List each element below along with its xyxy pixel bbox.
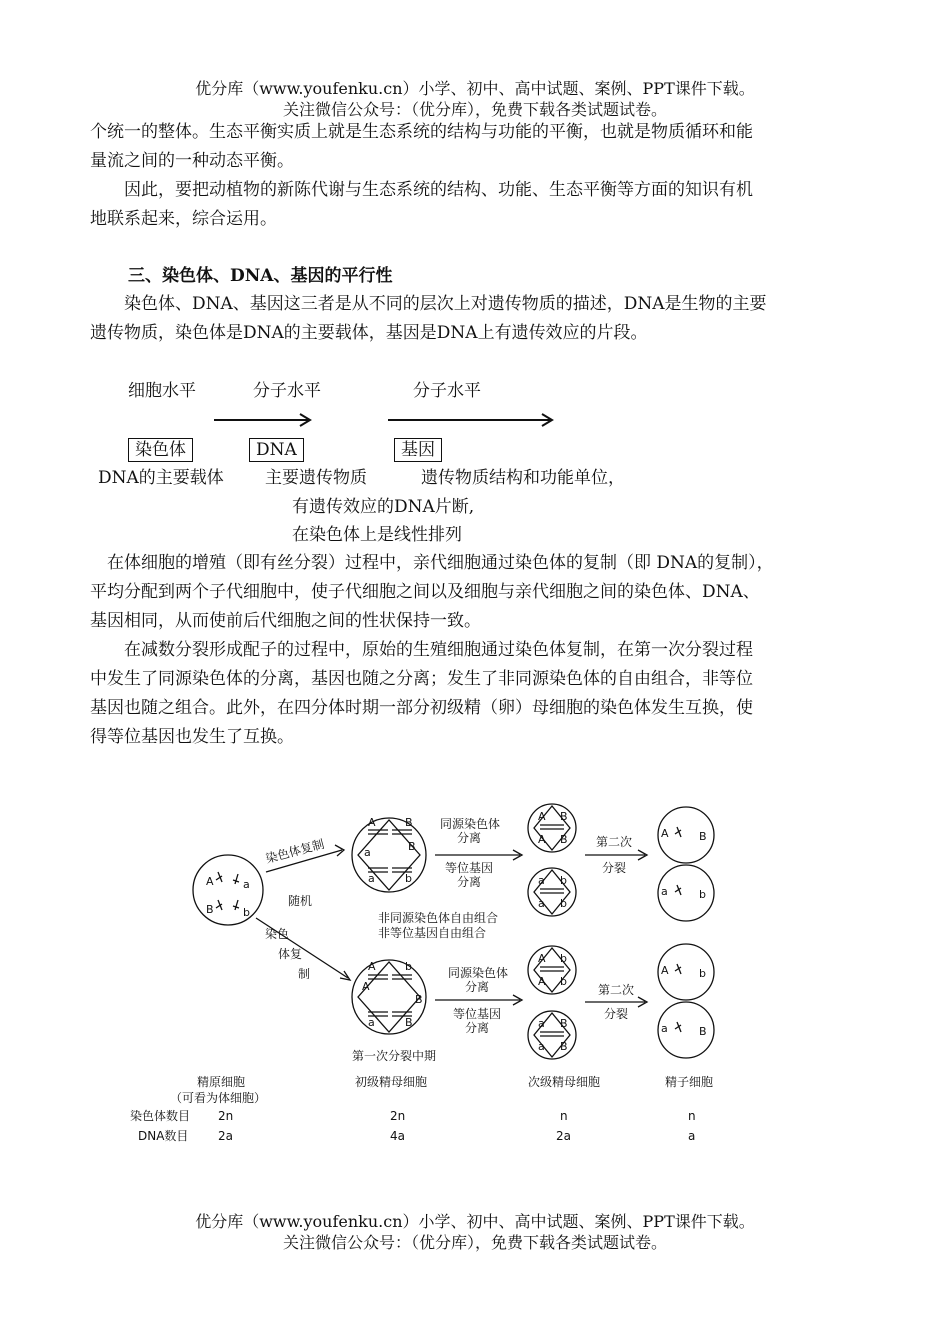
box-chromosome: 染色体 <box>128 438 193 462</box>
page-footer <box>0 1211 950 1253</box>
label-second-div-top-a: 第二次 <box>596 835 633 849</box>
text-line: 基因也随之组合。此外，在四分体时期一部分初级精（卵）母细胞的染色体发生互换，使 <box>90 698 753 718</box>
gene-label: a <box>661 885 668 898</box>
label-molecular-level-2: 分子水平 <box>413 381 481 401</box>
gene-label: A <box>538 833 546 846</box>
gene-label: A <box>362 980 370 993</box>
footer-line-2: 关注微信公众号：（优分库），免费下载各类试题试卷。 <box>282 1233 667 1252</box>
label-second-div-bottom-a: 第二次 <box>598 983 635 997</box>
value-dna-count: a <box>688 1129 696 1143</box>
gene-label: A <box>661 964 669 977</box>
desc-chromosome: DNA的主要载体 <box>98 468 224 488</box>
header-line-2: 关注微信公众号：（优分库），免费下载各类试题试卷。 <box>282 100 667 119</box>
text-line: 染色体、DNA、基因这三者是从不同的层次上对遗传物质的描述，DNA是生物的主要 <box>90 294 767 314</box>
label-nonhomolog-a: 非同源染色体自由组合 <box>378 911 499 925</box>
text-line: 基因相同，从而使前后代细胞之间的性状保持一致。 <box>90 611 481 631</box>
header-line-1: 优分库（www.youfenku.cn）小学、初中、高中试题、案例、PPT课件下载。 <box>195 79 755 98</box>
level-arrows <box>212 410 562 430</box>
label-chrom-replication-2b: 体复 <box>278 947 303 961</box>
gene-label: a <box>243 878 250 891</box>
label-first-div-metaphase: 第一次分裂中期 <box>352 1049 437 1063</box>
label-molecular-level-1: 分子水平 <box>253 381 321 401</box>
label-chrom-replication-2a: 染色 <box>265 927 290 941</box>
paragraph-meiosis <box>90 636 862 752</box>
label-stage-somatic-note: （可看为体细胞） <box>170 1091 267 1105</box>
page-header <box>0 78 950 120</box>
label-allele-sep-top-b: 分离 <box>457 875 482 889</box>
gene-label: b <box>560 897 567 910</box>
paragraph-ecosystem-balance <box>90 118 862 176</box>
box-dna: DNA <box>249 438 304 462</box>
gene-label: B <box>560 1017 568 1030</box>
label-cell-level: 细胞水平 <box>128 381 196 401</box>
text-line: 在减数分裂形成配子的过程中，原始的生殖细胞通过染色体复制，在第一次分裂过程 <box>90 640 753 660</box>
gene-label: A <box>368 960 376 973</box>
cell-spermatogonium <box>193 855 263 925</box>
paragraph-conclusion <box>90 176 862 234</box>
label-random: 随机 <box>288 894 313 908</box>
gene-label: A <box>538 975 546 988</box>
text-line: 在体细胞的增殖（即有丝分裂）过程中，亲代细胞通过染色体的复制（即 DNA的复制）， <box>90 553 774 573</box>
label-second-div-top-b: 分裂 <box>602 861 627 875</box>
arrow-right-icon <box>214 414 310 426</box>
gene-label: B <box>408 840 416 853</box>
box-gene: 基因 <box>394 438 442 462</box>
label-allele-sep-bottom-a: 等位基因 <box>453 1007 502 1021</box>
cell-secondary-4 <box>528 1011 576 1059</box>
gene-label: B <box>560 833 568 846</box>
label-stage-secondary: 次级精母细胞 <box>528 1075 601 1089</box>
gene-label: B <box>560 810 568 823</box>
gene-label: A <box>538 952 546 965</box>
gene-label: b <box>560 874 567 887</box>
gene-label: b <box>405 960 412 973</box>
paragraph-definitions <box>90 290 862 348</box>
gene-label: a <box>538 874 545 887</box>
gene-label: a <box>538 1040 545 1053</box>
arrow-right-icon <box>388 414 552 426</box>
label-chrom-replication-2c: 制 <box>298 967 311 981</box>
label-row-dna-count: DNA数目 <box>138 1129 189 1143</box>
desc-gene-2: 有遗传效应的DNA片断, <box>292 497 475 517</box>
cell-secondary-3 <box>528 946 576 994</box>
text-line: 遗传物质，染色体是DNA的主要载体，基因是DNA上有遗传效应的片段。 <box>90 323 648 343</box>
gene-label: a <box>364 846 371 859</box>
gene-label: B <box>405 1016 413 1029</box>
value-dna-count: 4a <box>390 1129 405 1143</box>
label-homolog-sep-top-b: 分离 <box>457 831 482 845</box>
gene-label: b <box>699 888 706 901</box>
text-line: 得等位基因也发生了互换。 <box>90 727 294 747</box>
gene-label: b <box>560 975 567 988</box>
gene-label: a <box>368 872 375 885</box>
gene-label: A <box>368 816 376 829</box>
value-dna-count: 2a <box>218 1129 233 1143</box>
label-stage-spermatogonium: 精原细胞 <box>197 1075 246 1089</box>
gene-label: B <box>206 903 214 916</box>
label-stage-sperm: 精子细胞 <box>665 1075 714 1089</box>
label-allele-sep-top-a: 等位基因 <box>445 861 494 875</box>
gene-label: a <box>538 1017 545 1030</box>
text-line: 平均分配到两个子代细胞中，使子代细胞之间以及细胞与亲代细胞之间的染色体、DNA、 <box>90 582 760 602</box>
gene-label: B <box>405 816 413 829</box>
text-line: 个统一的整体。生态平衡实质上就是生态系统的结构与功能的平衡，也就是物质循环和能 <box>90 122 753 142</box>
label-chrom-replication-1: 染色体复制 <box>264 836 326 866</box>
value-chrom-count: n <box>688 1109 696 1123</box>
meiosis-figure <box>130 800 730 1145</box>
label-homolog-sep-top-a: 同源染色体 <box>440 817 501 831</box>
value-dna-count: 2a <box>556 1129 571 1143</box>
text-line: 量流之间的一种动态平衡。 <box>90 151 294 171</box>
value-chrom-count: 2n <box>218 1109 234 1123</box>
section-title: 三、染色体、DNA、基因的平行性 <box>128 266 393 286</box>
gene-label: B <box>415 993 423 1006</box>
text-line: 因此，要把动植物的新陈代谢与生态系统的结构、功能、生态平衡等方面的知识有机 <box>90 180 753 200</box>
label-nonhomolog-b: 非等位基因自由组合 <box>378 926 487 940</box>
cell-secondary-1 <box>528 804 576 852</box>
value-chrom-count: n <box>560 1109 568 1123</box>
gene-label: b <box>560 952 567 965</box>
gene-label: B <box>560 1040 568 1053</box>
gene-label: a <box>661 1022 668 1035</box>
gene-label: a <box>368 1016 375 1029</box>
paragraph-mitosis <box>90 549 874 636</box>
text-line: 中发生了同源染色体的分离，基因也随之分离；发生了非同源染色体的自由组合，非等位 <box>90 669 753 689</box>
gene-label: B <box>699 1025 707 1038</box>
desc-dna: 主要遗传物质 <box>265 468 367 488</box>
desc-gene-3: 在染色体上是线性排列 <box>292 525 462 545</box>
desc-gene-1: 遗传物质结构和功能单位， <box>421 468 625 488</box>
label-second-div-bottom-b: 分裂 <box>604 1007 629 1021</box>
label-homolog-sep-bottom-b: 分离 <box>465 980 490 994</box>
gene-label: a <box>538 897 545 910</box>
value-chrom-count: 2n <box>390 1109 406 1123</box>
gene-label: A <box>661 827 669 840</box>
footer-line-1: 优分库（www.youfenku.cn）小学、初中、高中试题、案例、PPT课件下载。 <box>195 1212 755 1231</box>
label-allele-sep-bottom-b: 分离 <box>465 1021 490 1035</box>
label-row-chrom-count: 染色体数目 <box>130 1109 191 1123</box>
gene-label: A <box>206 875 214 888</box>
label-homolog-sep-bottom-a: 同源染色体 <box>448 966 509 980</box>
text-line: 地联系起来，综合运用。 <box>90 209 277 229</box>
gene-label: B <box>699 830 707 843</box>
gene-label: b <box>405 872 412 885</box>
label-stage-primary: 初级精母细胞 <box>355 1075 428 1089</box>
gene-label: b <box>699 967 706 980</box>
gene-label: b <box>243 906 250 919</box>
gene-label: A <box>538 810 546 823</box>
cell-secondary-2 <box>528 868 576 916</box>
